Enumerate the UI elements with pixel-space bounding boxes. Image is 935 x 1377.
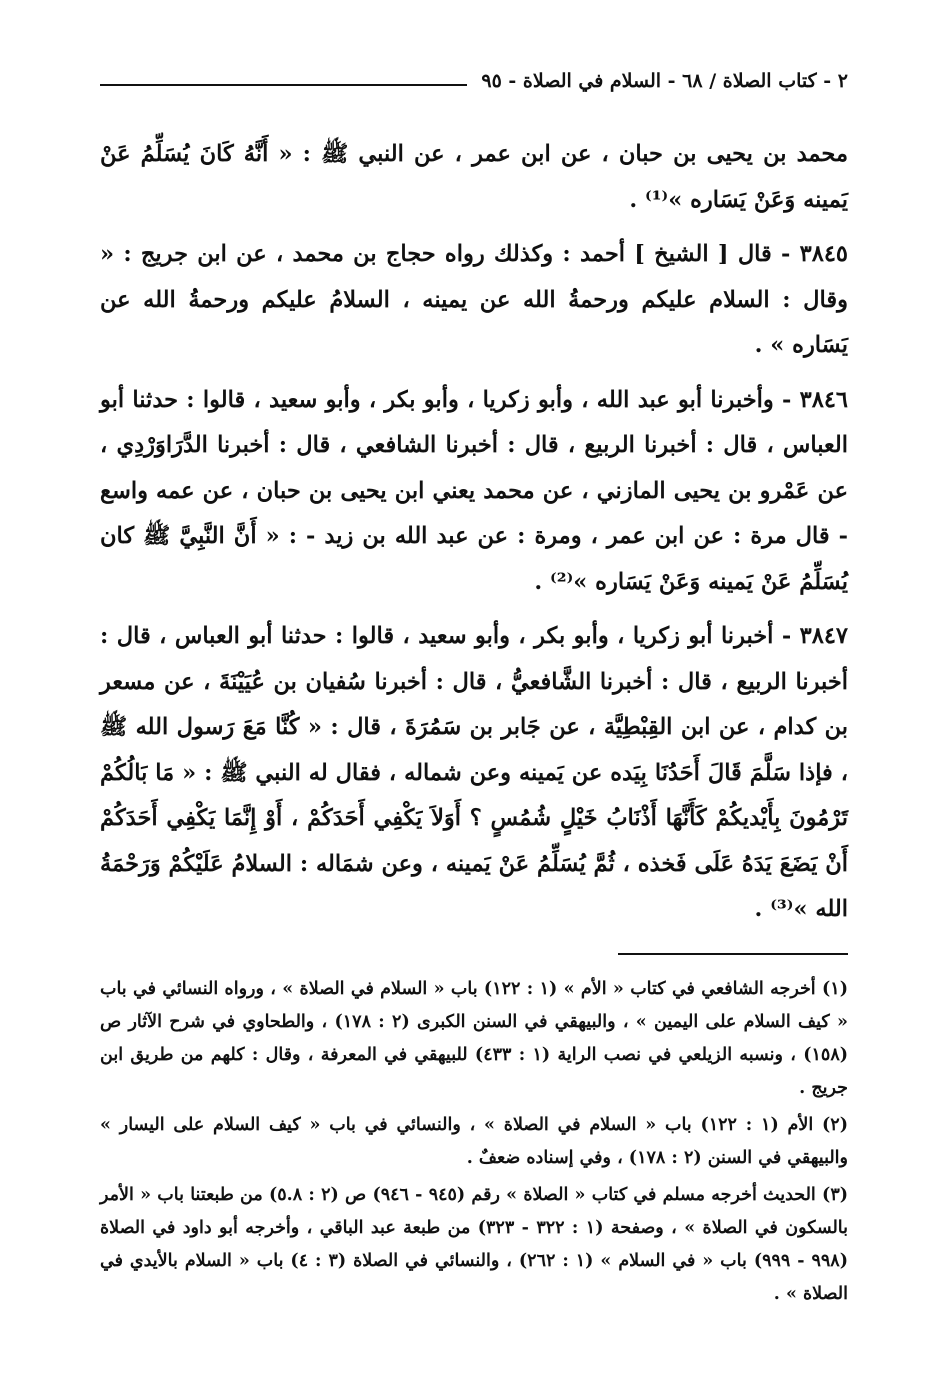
paragraph-3846: ٣٨٤٦ - وأخبرنا أبو عبد الله ، وأبو زكريا ، وأبو بكر ، وأبو سعيد ، قالوا : حدثنا أبو العباس ، قال : أخبرنا الربيع ، قال : أخبرنا الشافعي ، قال : أخبرنا الدَّرَاوَرْدِي ، عن عَمْرو بن يحيى المازني ، عن محمد يعني ابن يحيى بن حبان ، عن عمه واسع - قال مرة : عن ابن عمر ، ومرة : عن عبد الله بن زيد - : « أَنَّ النَّبِيَّ ﷺ كان يُسَلِّمُ عَنْ يَمينه وَعَنْ يَسَاره »⁽²⁾ . xyxy=(100,386,848,595)
footnote-1: (١) أخرجه الشافعي في كتاب « الأم » (١ : ١٢٢) باب « السلام في الصلاة » ، ورواه النسائي في باب « كيف السلام على اليمين » ، والبيهقي في السنن الكبرى (٢ : ١٧٨) ، والطحاوي في شرح الآثار ص (١٥٨) ، ونسبه الزيلعي في نصب الراية (١ : ٤٣٣) للبيهقي في المعرفة ، وقال : كلهم من طريق ابن جريج . xyxy=(100,978,848,1098)
footnote-separator xyxy=(618,953,848,955)
footnote-3: (٣) الحديث أخرجه مسلم في كتاب « الصلاة » رقم (٩٤٥ - ٩٤٦) ص (٢ : ٥.٨) من طبعتنا باب « الأمر بالسكون في الصلاة » ، وصفحة (١ : ٣٢٢ - ٣٢٣) من طبعة عبد الباقي ، وأخرجه أبو داود في الصلاة (٩٩٨ - ٩٩٩) باب « في السلام » (١ : ٢٦٢) ، والنسائي في الصلاة (٣ : ٤) باب « السلام بالأيدي في الصلاة » . xyxy=(100,1184,848,1304)
main-text xyxy=(100,132,848,933)
header-rule xyxy=(100,84,467,86)
footnotes xyxy=(100,973,848,1311)
running-header xyxy=(100,58,848,92)
paragraph-3845: ٣٨٤٥ - قال [ الشيخ ] أحمد : وكذلك رواه حجاج بن محمد ، عن ابن جريج : « وقال : السلام عليكم ورحمةُ الله عن يمينه ، السلامُ عليكم ورحمةُ الله عن يَسَاره » . xyxy=(100,241,848,358)
paragraph-3847: ٣٨٤٧ - أخبرنا أبو زكريا ، وأبو بكر ، وأبو سعيد ، قالوا : حدثنا أبو العباس ، قال : أخبرنا الربيع ، قال : أخبرنا الشَّافعيُّ ، قال : أخبرنا سُفيان بن عُيَيْنَةَ ، عن مسعر بن كدام ، عن ابن القِبْطِيَّة ، عن جَابر بن سَمُرَةَ ، قال : « كُنَّا مَعَ رَسول الله ﷺ ، فإذا سَلَّمَ قَالَ أَحَدُنَا بِيَده عن يَمينه وعن شماله ، فقال له النبي ﷺ : « مَا بَالُكُمْ تَرْمُونَ بِأَيْديكُمْ كَأَنَّهَا أَذْنَابُ خَيْلٍ شُمُسٍ ؟ أَوَلاَ يَكْفِي أَحَدَكُمْ ، أَوْ إِنَّمَا يَكْفِي أَحَدَكُمْ أَنْ يَضَعَ يَدَهُ عَلَى فَخذه ، ثُمَّ يُسَلِّمُ عَنْ يَمينه ، وعن شمَاله : السلامُ عَلَيْكُمْ وَرَحْمَةُ الله »⁽³⁾ . xyxy=(100,623,848,922)
book-page xyxy=(100,58,848,1315)
footnote-2: (٢) الأم (١ : ١٢٢) باب « السلام في الصلاة » ، والنسائي في باب « كيف السلام على اليسار » والبيهقي في السنن (٢ : ١٧٨) ، وفي إسناده ضعفٌ . xyxy=(100,1114,848,1168)
header-title: ٢ - كتاب الصلاة / ٦٨ - السلام في الصلاة - ٩٥ xyxy=(481,70,848,92)
paragraph-continuation: محمد بن يحيى بن حبان ، عن ابن عمر ، عن النبي ﷺ : « أَنَّهُ كَانَ يُسَلِّمُ عَنْ يَمينه وَعَنْ يَسَاره »⁽¹⁾ . xyxy=(100,141,848,213)
